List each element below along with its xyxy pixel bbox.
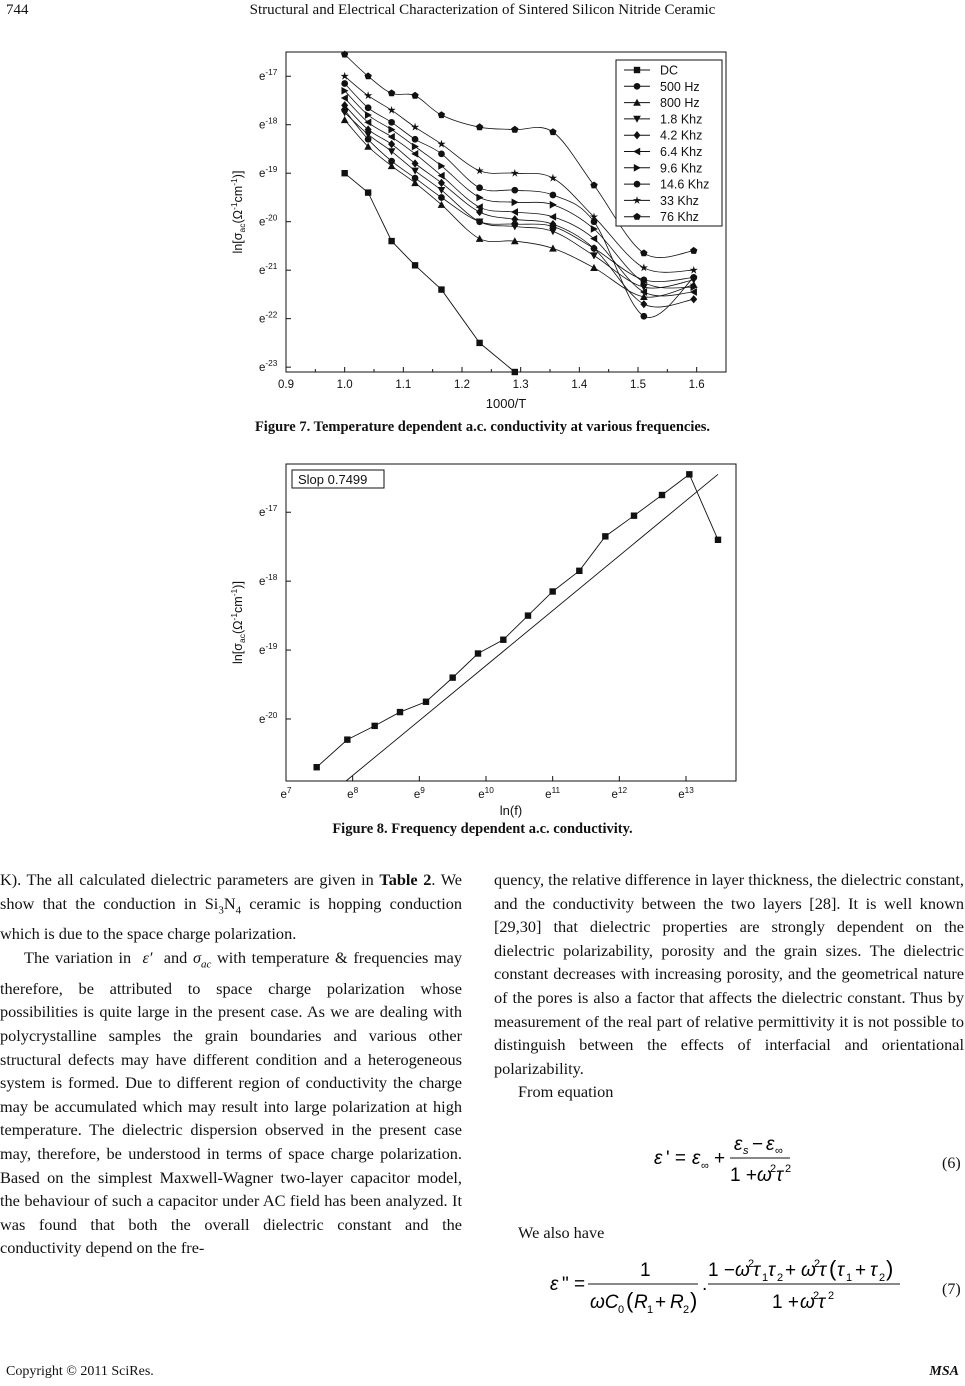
data-point — [365, 104, 372, 111]
svg-text:1: 1 — [647, 1304, 654, 1316]
fit-line — [346, 474, 718, 781]
data-point — [438, 179, 445, 187]
data-point — [388, 140, 395, 148]
svg-text:1: 1 — [762, 1272, 769, 1284]
x-tick-label: $e^{12}$ — [611, 785, 628, 801]
data-point — [438, 150, 445, 157]
y-tick-label: $e^{-19}$ — [259, 165, 278, 181]
equation-7-number: (7) — [942, 1281, 961, 1298]
x-tick-label: 1.0 — [336, 379, 353, 391]
data-point — [500, 637, 506, 643]
y-tick-label: $e^{-18}$ — [259, 572, 278, 589]
data-point — [602, 533, 608, 539]
data-point — [388, 89, 395, 96]
data-point — [365, 72, 372, 79]
svg-text:(: ( — [626, 1288, 634, 1313]
data-point — [476, 194, 483, 202]
page-header — [0, 2, 965, 22]
svg-text:2: 2 — [879, 1272, 886, 1284]
svg-text:+: + — [655, 1292, 667, 1313]
equation-7 — [540, 1252, 920, 1342]
data-point — [438, 286, 444, 292]
svg-text:1: 1 — [846, 1272, 853, 1284]
right-column — [494, 868, 964, 1104]
svg-text:2: 2 — [748, 1258, 755, 1270]
data-point — [388, 238, 394, 244]
data-point — [715, 537, 721, 543]
svg-text:ωC: ωC — [590, 1292, 619, 1313]
svg-text:τ: τ — [837, 1260, 845, 1281]
data-point — [690, 266, 698, 274]
y-tick-label: $e^{-20}$ — [259, 710, 278, 726]
legend-entry: 500 Hz — [660, 79, 700, 94]
data-point — [371, 723, 377, 729]
data-point — [550, 201, 557, 209]
data-point — [549, 174, 557, 182]
data-point — [411, 150, 418, 158]
data-point — [476, 167, 484, 175]
data-point — [397, 709, 403, 715]
svg-text:τ: τ — [870, 1260, 878, 1281]
x-tick-label: $e^{11}$ — [545, 785, 561, 801]
x-tick-label: 1.4 — [571, 379, 588, 391]
svg-text:τ: τ — [819, 1260, 827, 1281]
svg-text:+: + — [785, 1260, 797, 1281]
data-point — [590, 182, 597, 189]
svg-text:ε: ε — [692, 1148, 701, 1169]
svg-text:0: 0 — [618, 1304, 625, 1316]
paragraph: We also have — [518, 1223, 605, 1242]
svg-text:2: 2 — [683, 1304, 690, 1316]
svg-text:+: + — [855, 1260, 867, 1281]
legend-marker — [634, 67, 640, 73]
data-point — [549, 213, 556, 221]
svg-text:ε: ε — [550, 1274, 559, 1295]
data-point — [313, 764, 319, 770]
y-tick-label: $e^{-17}$ — [259, 504, 278, 520]
svg-text:τ: τ — [768, 1260, 776, 1281]
data-point — [631, 512, 637, 518]
data-point — [341, 170, 347, 176]
svg-text:ε: ε — [766, 1134, 775, 1155]
svg-text:ω: ω — [735, 1260, 750, 1281]
legend-marker — [634, 83, 641, 90]
data-point — [511, 187, 518, 194]
data-point — [341, 116, 349, 123]
svg-text:ε: ε — [734, 1134, 743, 1155]
data-point — [438, 194, 445, 201]
svg-text:): ) — [886, 1256, 894, 1281]
data-point — [550, 192, 557, 199]
data-point — [476, 184, 483, 191]
data-point — [388, 148, 396, 155]
svg-text:+: + — [714, 1148, 726, 1169]
x-tick-label: $e^8$ — [347, 785, 359, 801]
figure-8-caption: Figure 8. Frequency dependent a.c. conductivity. — [332, 821, 633, 837]
data-point — [659, 492, 665, 498]
y-tick-label: $e^{-18}$ — [259, 116, 278, 132]
x-tick-label: $e^{10}$ — [478, 785, 494, 801]
svg-text:2: 2 — [828, 1290, 835, 1302]
slope-annotation: Slop 0.7499 — [298, 472, 368, 487]
y-axis-label: $\ln[\sigma_{ac}(\Omega^{-1}cm^{-1})]$ — [229, 170, 247, 254]
svg-text:2: 2 — [785, 1163, 792, 1175]
legend-entry: 9.6 Khz — [660, 161, 703, 176]
data-point — [476, 340, 482, 346]
y-tick-label: $e^{-17}$ — [259, 68, 278, 84]
legend-entry: 4.2 Khz — [660, 128, 703, 143]
epsilon-prime-symbol: ε′ — [142, 948, 153, 968]
copyright: Copyright © 2011 SciRes. — [6, 1364, 154, 1379]
paragraph-text: The variation in — [24, 948, 132, 968]
x-tick-label: 1.3 — [512, 379, 529, 391]
paragraph — [0, 946, 462, 1260]
data-point — [690, 274, 697, 281]
data-point — [525, 612, 531, 618]
figure-7-caption: Figure 7. Temperature dependent a.c. conductivity at various frequencies. — [254, 419, 711, 435]
svg-text:(: ( — [829, 1256, 837, 1281]
paragraph-text: K). The all calculated dielectric parameters are given in Table 2. We show that the conduction in $Si_3N_4$ ceramic is hopping conduction which is due to the space charge polarization. — [0, 870, 463, 944]
data-point — [641, 313, 648, 320]
svg-text:ω: ω — [801, 1260, 816, 1281]
svg-text:" =: " = — [562, 1274, 586, 1295]
y-tick-label: $e^{-22}$ — [259, 310, 278, 326]
data-point — [411, 168, 419, 175]
svg-text:1: 1 — [640, 1260, 651, 1281]
data-point — [549, 588, 555, 594]
data-point — [690, 247, 697, 254]
data-point — [365, 111, 372, 119]
data-point — [640, 300, 647, 308]
x-tick-label: $e^7$ — [280, 785, 292, 801]
svg-text:.: . — [702, 1274, 708, 1295]
legend-marker — [634, 181, 641, 188]
data-point — [341, 80, 348, 87]
legend-entry: DC — [660, 63, 679, 78]
data-point — [591, 218, 598, 225]
legend-entry: 14.6 Khz — [660, 177, 710, 192]
svg-text:1 −: 1 − — [708, 1260, 735, 1281]
paragraph — [0, 868, 462, 946]
data-point — [412, 262, 418, 268]
sigma-ac-symbol: $\sigma_{ac}$ — [192, 948, 212, 971]
svg-text:): ) — [690, 1288, 698, 1313]
data-point — [549, 228, 557, 235]
data-point — [549, 245, 557, 252]
legend-entry: 33 Khz — [660, 193, 699, 208]
data-point — [476, 235, 484, 242]
data-point — [365, 189, 371, 195]
data-point — [476, 123, 483, 130]
journal-abbrev: MSA — [929, 1364, 959, 1379]
svg-text:1 +: 1 + — [772, 1292, 799, 1313]
svg-text:τ: τ — [818, 1292, 826, 1313]
svg-text:ω: ω — [757, 1165, 772, 1186]
legend-entry: 76 Khz — [660, 210, 699, 225]
svg-text:s: s — [743, 1145, 749, 1157]
y-tick-label: $e^{-20}$ — [259, 213, 278, 229]
plot-frame — [286, 464, 736, 781]
equation-6 — [640, 1130, 800, 1190]
svg-text:−: − — [752, 1134, 764, 1155]
series-line — [345, 173, 515, 372]
x-tick-label: 1.5 — [630, 379, 646, 391]
legend-entry: 1.8 Khz — [660, 112, 703, 127]
x-tick-label: 0.9 — [278, 379, 294, 391]
data-point — [590, 252, 598, 259]
svg-text:2: 2 — [777, 1272, 784, 1284]
svg-text:τ: τ — [753, 1260, 761, 1281]
running-title: Structural and Electrical Characterization of Sintered Silicon Nitride Ceramic — [249, 2, 716, 18]
svg-text:ε: ε — [654, 1148, 663, 1169]
svg-text:τ: τ — [776, 1165, 784, 1186]
data-point — [388, 119, 395, 126]
data-point — [388, 133, 395, 141]
figure-8-chart — [225, 458, 745, 820]
legend-entry: 6.4 Khz — [660, 145, 703, 159]
y-tick-label: $e^{-21}$ — [259, 262, 278, 278]
x-tick-label: 1.1 — [395, 379, 412, 391]
paragraph-text: and — [163, 948, 188, 968]
svg-text:' =: ' = — [666, 1148, 687, 1169]
data-point — [512, 369, 518, 375]
svg-text:2: 2 — [813, 1290, 820, 1302]
data-point — [438, 111, 445, 118]
data-point — [549, 128, 556, 135]
equation-6-number: (6) — [942, 1155, 961, 1172]
data-point — [576, 568, 582, 574]
data-point — [512, 198, 519, 206]
svg-text:2: 2 — [770, 1163, 777, 1175]
data-point — [412, 143, 419, 151]
data-point — [475, 650, 481, 656]
data-point — [640, 249, 647, 256]
x-tick-label: 1.2 — [454, 379, 470, 391]
paragraph-text: with temperature & frequencies may therefore, be attributed to space charge polarization whose possibilities is quite large in the present case. As we are dealing with polycrystalline samples the grain boundaries and various other structural defects may have different condition and a heterogeneous system is formed. Due to different region of conductivity the charge may be accumulated which may result into large polarization at high temperature. The dielectric dispersion observed in the present case may, therefore, be understood in terms of space charge polarization. Based on the simplest Maxwell-Wagner two-layer capacitor model, the behaviour of such a capacitor under AC field has been analyzed. It was found that both the overall dielectric constant and the conductivity depend on the fre- — [0, 948, 463, 1258]
data-point — [411, 92, 418, 99]
data-point — [423, 699, 429, 705]
data-point — [412, 159, 419, 167]
data-point — [686, 471, 692, 477]
data-point — [449, 674, 455, 680]
right-column-continued — [494, 1221, 964, 1245]
data-point — [344, 736, 350, 742]
y-axis-label: $\ln[\sigma_{ac}(\Omega^{-1}cm^{-1})]$ — [229, 581, 247, 664]
x-tick-label: $e^{13}$ — [678, 785, 694, 801]
data-point — [341, 94, 348, 102]
data-point — [511, 208, 518, 216]
paragraph: quency, the relative difference in layer thickness, the dielectric constant, and the conductivity between the two layers [28]. It is well known [29,30] that dielectric properties are strongly dependent on the dielectric polarizability, porosity and the grain sizes. The dielectric constant decreases with increasing porosity, and the geometrical nature of the pores is also a factor that affects the dielectric constant. Thus by measurement of the real part of relative permittivity it is not possible to distinguish between the effects of interfacial and orientational polarizability. — [494, 870, 964, 1078]
data-point — [412, 136, 419, 143]
data-point — [388, 126, 395, 134]
x-axis-label: ln(f) — [499, 803, 523, 818]
figure-7-chart — [225, 45, 745, 420]
svg-text:2: 2 — [814, 1258, 821, 1270]
y-tick-label: $e^{-23}$ — [259, 358, 278, 375]
svg-text:R: R — [670, 1292, 684, 1313]
svg-text:1 +: 1 + — [730, 1165, 757, 1186]
left-column — [0, 868, 462, 1260]
page-number: 744 — [6, 2, 29, 18]
paragraph: From equation — [518, 1082, 614, 1102]
svg-text:R: R — [634, 1292, 648, 1313]
data-point — [640, 263, 648, 271]
svg-text:∞: ∞ — [701, 1160, 709, 1172]
legend-entry: 800 Hz — [660, 96, 700, 111]
data-point — [690, 295, 697, 303]
data-point — [438, 187, 446, 194]
x-tick-label: 1.6 — [688, 379, 705, 391]
svg-text:ω: ω — [800, 1292, 815, 1313]
data-point — [511, 126, 518, 133]
y-tick-label: $e^{-19}$ — [259, 641, 278, 658]
x-tick-label: $e^9$ — [413, 785, 425, 801]
svg-text:∞: ∞ — [775, 1145, 783, 1157]
x-axis-label: 1000/T — [485, 396, 527, 411]
data-point — [590, 264, 598, 271]
